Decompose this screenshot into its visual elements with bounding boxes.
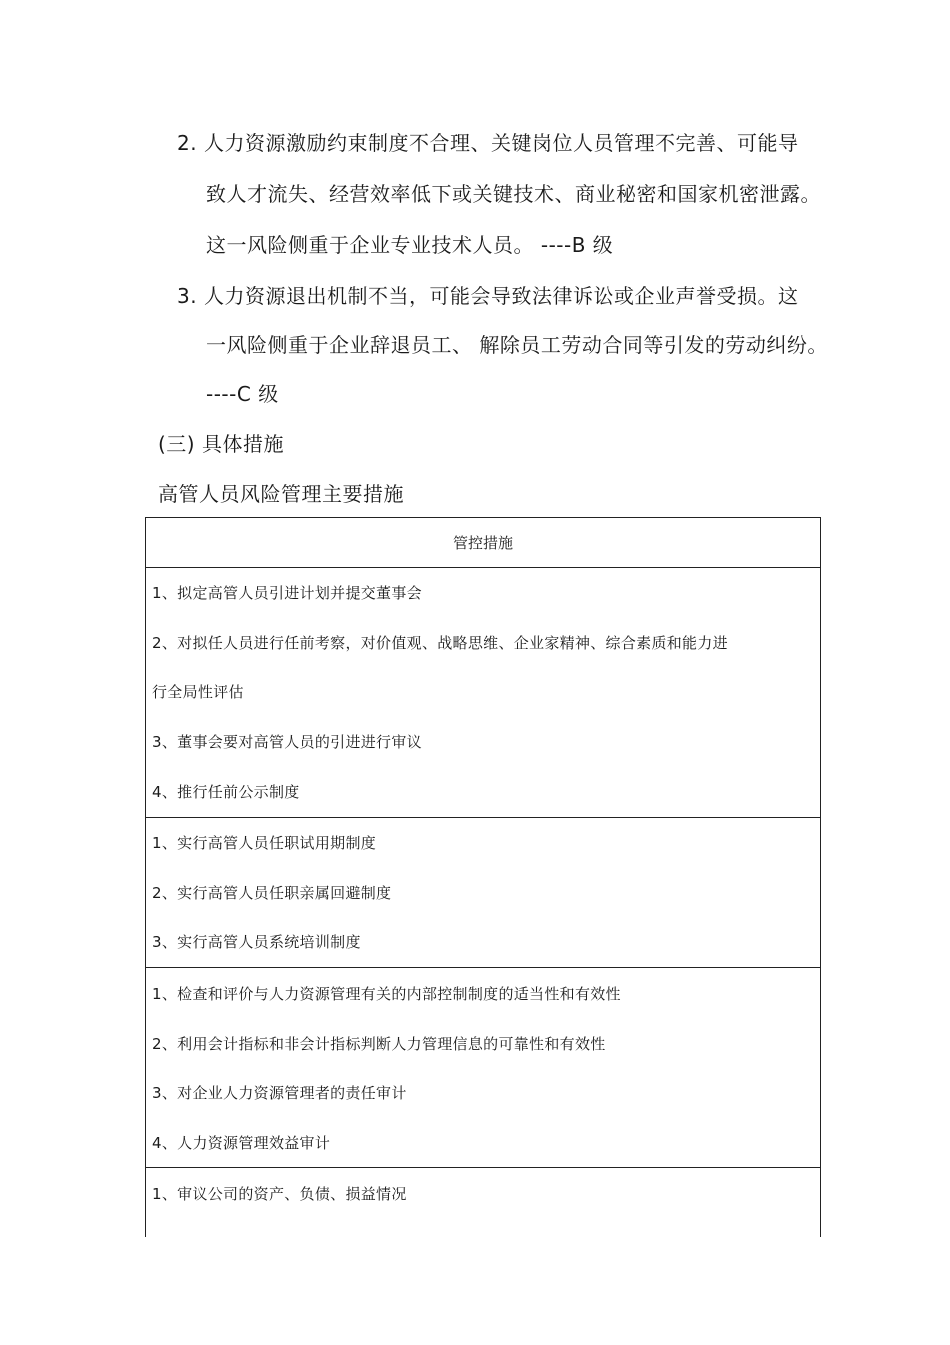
item2-line2: 致人才流失、经营效率低下或关键技术、商业秘密和国家机密泄露。 <box>206 182 821 206</box>
table-row: 1、实行高管人员任职试用期制度 <box>152 834 377 852</box>
item3-line2: 一风险侧重于企业辞退员工、 解除员工劳动合同等引发的劳动纠纷。 <box>206 333 828 357</box>
table-row: 4、推行任前公示制度 <box>152 783 300 801</box>
table-divider-group2 <box>145 967 821 968</box>
table-row: 行全局性评估 <box>152 683 244 701</box>
item3-line3: ----C 级 <box>206 382 279 406</box>
table-divider-group3 <box>145 1167 821 1168</box>
measures-table <box>145 517 821 1237</box>
section-heading: (三) 具体措施 <box>158 432 284 456</box>
item2-line1: 2. 人力资源激励约束制度不合理、关键岗位人员管理不完善、可能导 <box>177 131 799 155</box>
table-row: 1、拟定高管人员引进计划并提交董事会 <box>152 584 422 602</box>
table-row: 2、利用会计指标和非会计指标判断人力管理信息的可靠性和有效性 <box>152 1035 606 1053</box>
table-divider-header <box>145 567 821 568</box>
table-row: 3、董事会要对高管人员的引进进行审议 <box>152 733 422 751</box>
table-row: 3、实行高管人员系统培训制度 <box>152 933 361 951</box>
table-row: 1、检查和评价与人力资源管理有关的内部控制制度的适当性和有效性 <box>152 985 621 1003</box>
item3-line1: 3. 人力资源退出机制不当，可能会导致法律诉讼或企业声誉受损。这 <box>177 284 799 308</box>
table-header: 管控措施 <box>452 534 513 552</box>
table-row: 3、对企业人力资源管理者的责任审计 <box>152 1084 407 1102</box>
table-row: 4、人力资源管理效益审计 <box>152 1134 331 1152</box>
table-caption: 高管人员风险管理主要措施 <box>158 482 404 506</box>
table-row: 2、实行高管人员任职亲属回避制度 <box>152 884 392 902</box>
table-row: 2、对拟任人员进行任前考察，对价值观、战略思维、企业家精神、综合素质和能力进 <box>152 634 728 652</box>
table-row: 1、审议公司的资产、负债、损益情况 <box>152 1185 407 1203</box>
table-divider-group1 <box>145 817 821 818</box>
item2-line3: 这一风险侧重于企业专业技术人员。 ----B 级 <box>206 233 614 257</box>
